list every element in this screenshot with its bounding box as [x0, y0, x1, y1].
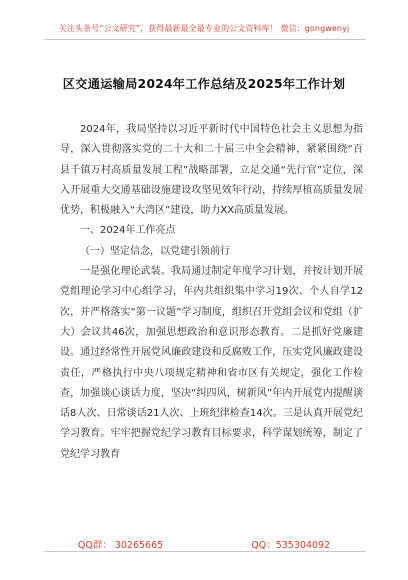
document-body: [60, 120, 363, 465]
footer-qq-group: QQ群： 30265665: [77, 540, 164, 551]
header-divider: [44, 39, 366, 40]
footer-divider: [44, 551, 366, 552]
subsection-heading: （一）坚定信念，以党建引领前行: [80, 245, 230, 257]
document-title: 区交通运输局2024年工作总结及2025年工作计划: [62, 77, 346, 91]
footer-contact: [0, 537, 408, 551]
body-paragraph: 一是强化理论武装。我局通过制定年度学习计划，并按计划开展党组理论学习中心组学习，年内共组织集中学习19次、个人自学12次，并严格落实“第一议题”学习制度，组织召开党组会议和党组（扩大）会议共46次，加强思想政治和意识形态教育。二是抓好党廉建设。通过经常性开展党风廉政建设和反腐败工作，压实党风廉政建设责任，严格执行中央八项规定精神和省市区有关规定，强化工作检查，加强谈心谈话力度，坚决“纠四风，树新风”年内开展党内提醒谈话8人次、日常谈话21人次、上班纪律检查14次。三是认真开展党纪学习教育。牢牢把握党纪学习教育目标要求，科学谋划统筹，制定了党纪学习教育: [60, 266, 363, 460]
intro-paragraph: 2024年，我局坚持以习近平新时代中国特色社会主义思想为指导，深入贯彻落实党的二十大和二十届三中全会精神，紧紧围绕“百县千镇万村高质量发展工程”战略部署，立足交通“先行官”定位，深入开展重大交通基础设施建设攻坚见效年行动，持续厚植高质量发展优势，积极融入“大湾区”建设，助力XX高质量发展。: [60, 124, 363, 217]
section-heading: 一、2024年工作亮点: [80, 225, 176, 237]
footer-qq-number: QQ：535304092: [251, 540, 331, 551]
header-notice: 关注头条号“公文研究”，获得最新最全最专业的公文资料库！ 微信：gongwenyj: [58, 24, 350, 33]
